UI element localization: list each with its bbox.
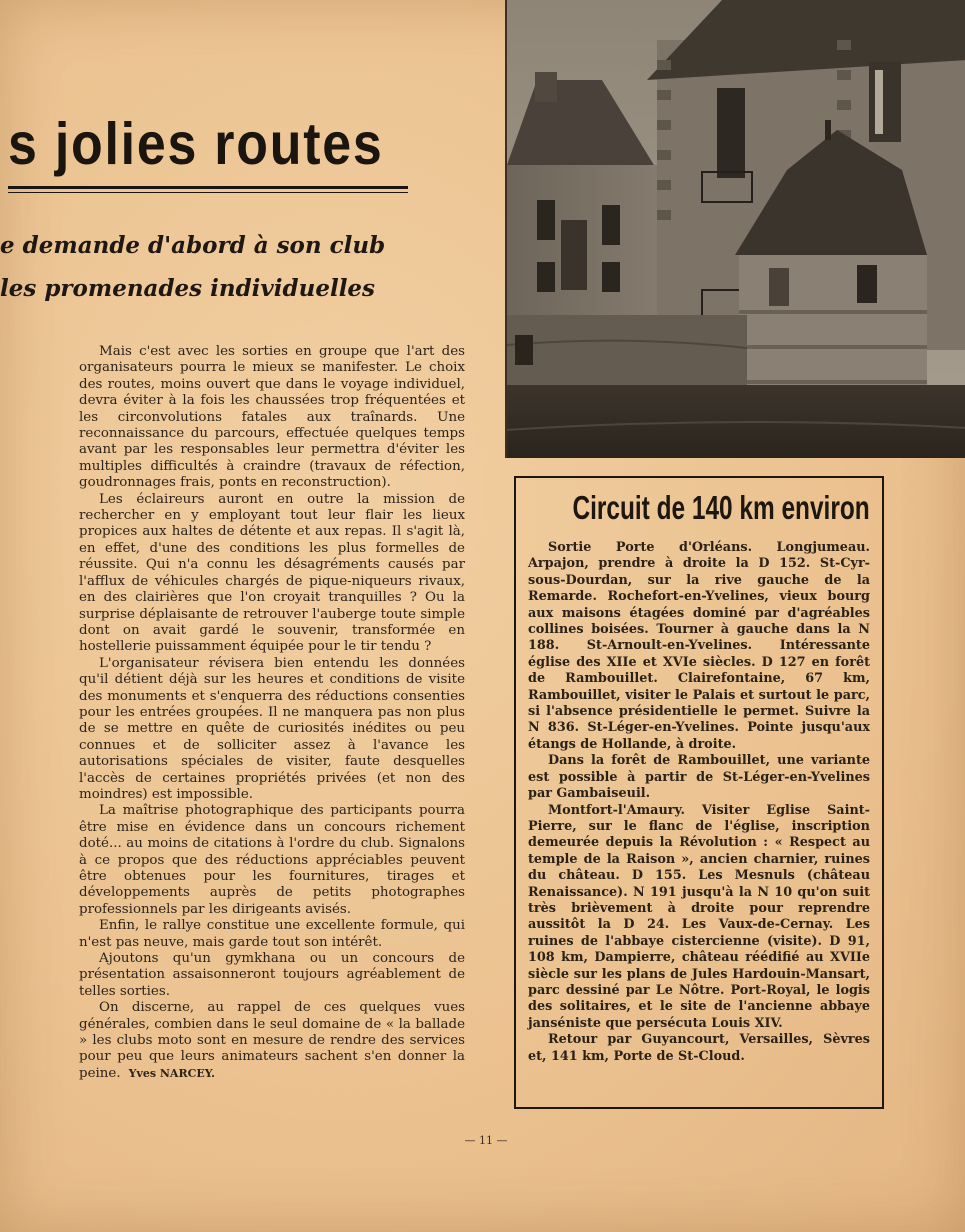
article-paragraph: Enfin, le rallye constitue une excellente formule, qui n'est pas neuve, mais garde tout son intérêt. (79, 918, 465, 950)
circuit-paragraph: Retour par Guyancourt, Versailles, Sèvres et, 141 km, Porte de St-Cloud. (528, 1032, 870, 1064)
article-headline: s jolies routes (8, 111, 384, 177)
article-paragraph-text: On discerne, au rappel de ces quelques vues générales, combien dans le seul domaine de « la ballade » les clubs moto sont en mesure de rendre des services pour peu que leurs animateurs sachent s'en donner la peine. (79, 1000, 465, 1081)
article-subhead-1: e demande d'abord à son club (0, 232, 386, 259)
circuit-title: Circuit de 140 km environ (572, 489, 870, 526)
article-body (79, 344, 465, 1082)
article-subhead-2: les promenades individuelles (0, 275, 376, 302)
article-paragraph: La maîtrise photographique des participants pourra être mise en évidence dans un concours richement doté... au moins de citations à l'ordre du club. Signalons à ce propos que des réductions appréciables peuvent être obtenues pour les fournitures, tirages et développements auprès de petits photographes professionnels par les dirigeants avisés. (79, 803, 465, 917)
headline-rule-thin (8, 192, 408, 193)
page-number: — 11 — (464, 1134, 508, 1147)
circuit-paragraph: Montfort-l'Amaury. Visiter Eglise Saint-Pierre, sur le flanc de l'église, inscription demeurée depuis la Révolution : « Respect au temple de la Raison », ancien charnier, ruines du château. D 155. Les Mesnuls (château Renaissance). N 191 jusqu'à la N 10 qu'on suit très brièvement à droite pour reprendre aussitôt la D 24. Les Vaux-de-Cernay. Les ruines de l'abbaye cistercienne (visite). D 91, 108 km, Dampierre, château réédifié au XVIIe siècle sur les plans de Jules Hardouin-Mansart, parc dessiné par Le Nôtre. Port-Royal, le logis des solitaires, et le site de l'ancienne abbaye janséniste que persécuta Louis XIV. (528, 802, 870, 1031)
article-paragraph: L'organisateur révisera bien entendu les données qu'il détient déjà sur les heures et conditions de visite des monuments et s'enquerra des réductions consenties pour les entrées groupées. Il ne manquera pas non plus de se mettre en quête de curiosités inédites ou peu connues et de solliciter assez à l'avance les autorisations spéciales de visiter, faute desquelles l'accès de certaines propriétés privées (et non des moindres) est impossible. (79, 655, 465, 802)
circuit-body (528, 540, 870, 1065)
article-paragraph: Mais c'est avec les sorties en groupe que l'art des organisateurs pourra le mieux se manifester. Le choix des routes, moins ouvert que dans le voyage individuel, devra éviter à la fois les chaussées trop fréquentées et les circonvolutions fatales aux traînards. Une reconnaissance du parcours, effectuée quelques temps avant par les responsables leur permettra d'éviter les multiples difficultés à craindre (travaux de réfection, goudronnages frais, ponts en reconstruction). (79, 344, 465, 491)
circuit-paragraph: Dans la forêt de Rambouillet, une variante est possible à partir de St-Léger-en-Yvelines par Gambaiseuil. (528, 753, 870, 802)
circuit-paragraph: Sortie Porte d'Orléans. Longjumeau. Arpajon, prendre à droite la D 152. St-Cyr-sous-Dourdan, sur la rive gauche de la Remarde. Rochefort-en-Yvelines, vieux bourg aux maisons étagées dominé par d'agréables collines boisées. Tourner à gauche dans la N 188. St-Arnoult-en-Yvelines. Intéressante église des XIIe et XVIe siècles. D 127 en forêt de Rambouillet. Clairefontaine, 67 km, Rambouillet, visiter le Palais et surtout le parc, si l'absence présidentielle le permet. Suivre la N 836. St-Léger-en-Yvelines. Pointe jusqu'aux étangs de Hollande, à droite. (528, 540, 870, 752)
article-paragraph: Les éclaireurs auront en outre la mission de rechercher en y employant tout leur flair les lieux propices aux haltes de détente et aux repas. Il s'agit là, en effet, d'une des conditions les plus formelles de réussite. Qui n'a connu les désagréments causés par l'afflux de véhicules chargés de pique-niqueurs rivaux, en des clairières que l'on croyait tranquilles ? Ou la surprise déplaisante de retrouver l'auberge toute simple dont on avait gardé le souvenir, transformée en hostellerie puissamment équipée pour le tir tendu ? (79, 491, 465, 655)
circuit-itinerary-box (514, 476, 884, 1109)
article-paragraph-last (79, 1000, 465, 1082)
chateau-photo (505, 0, 965, 458)
article-paragraph: Ajoutons qu'un gymkhana ou un concours de présentation assaisonneront toujours agréablement de telles sorties. (79, 951, 465, 999)
author-signature: Yves NARCEY. (128, 1066, 215, 1080)
headline-rule-thick (8, 186, 408, 189)
